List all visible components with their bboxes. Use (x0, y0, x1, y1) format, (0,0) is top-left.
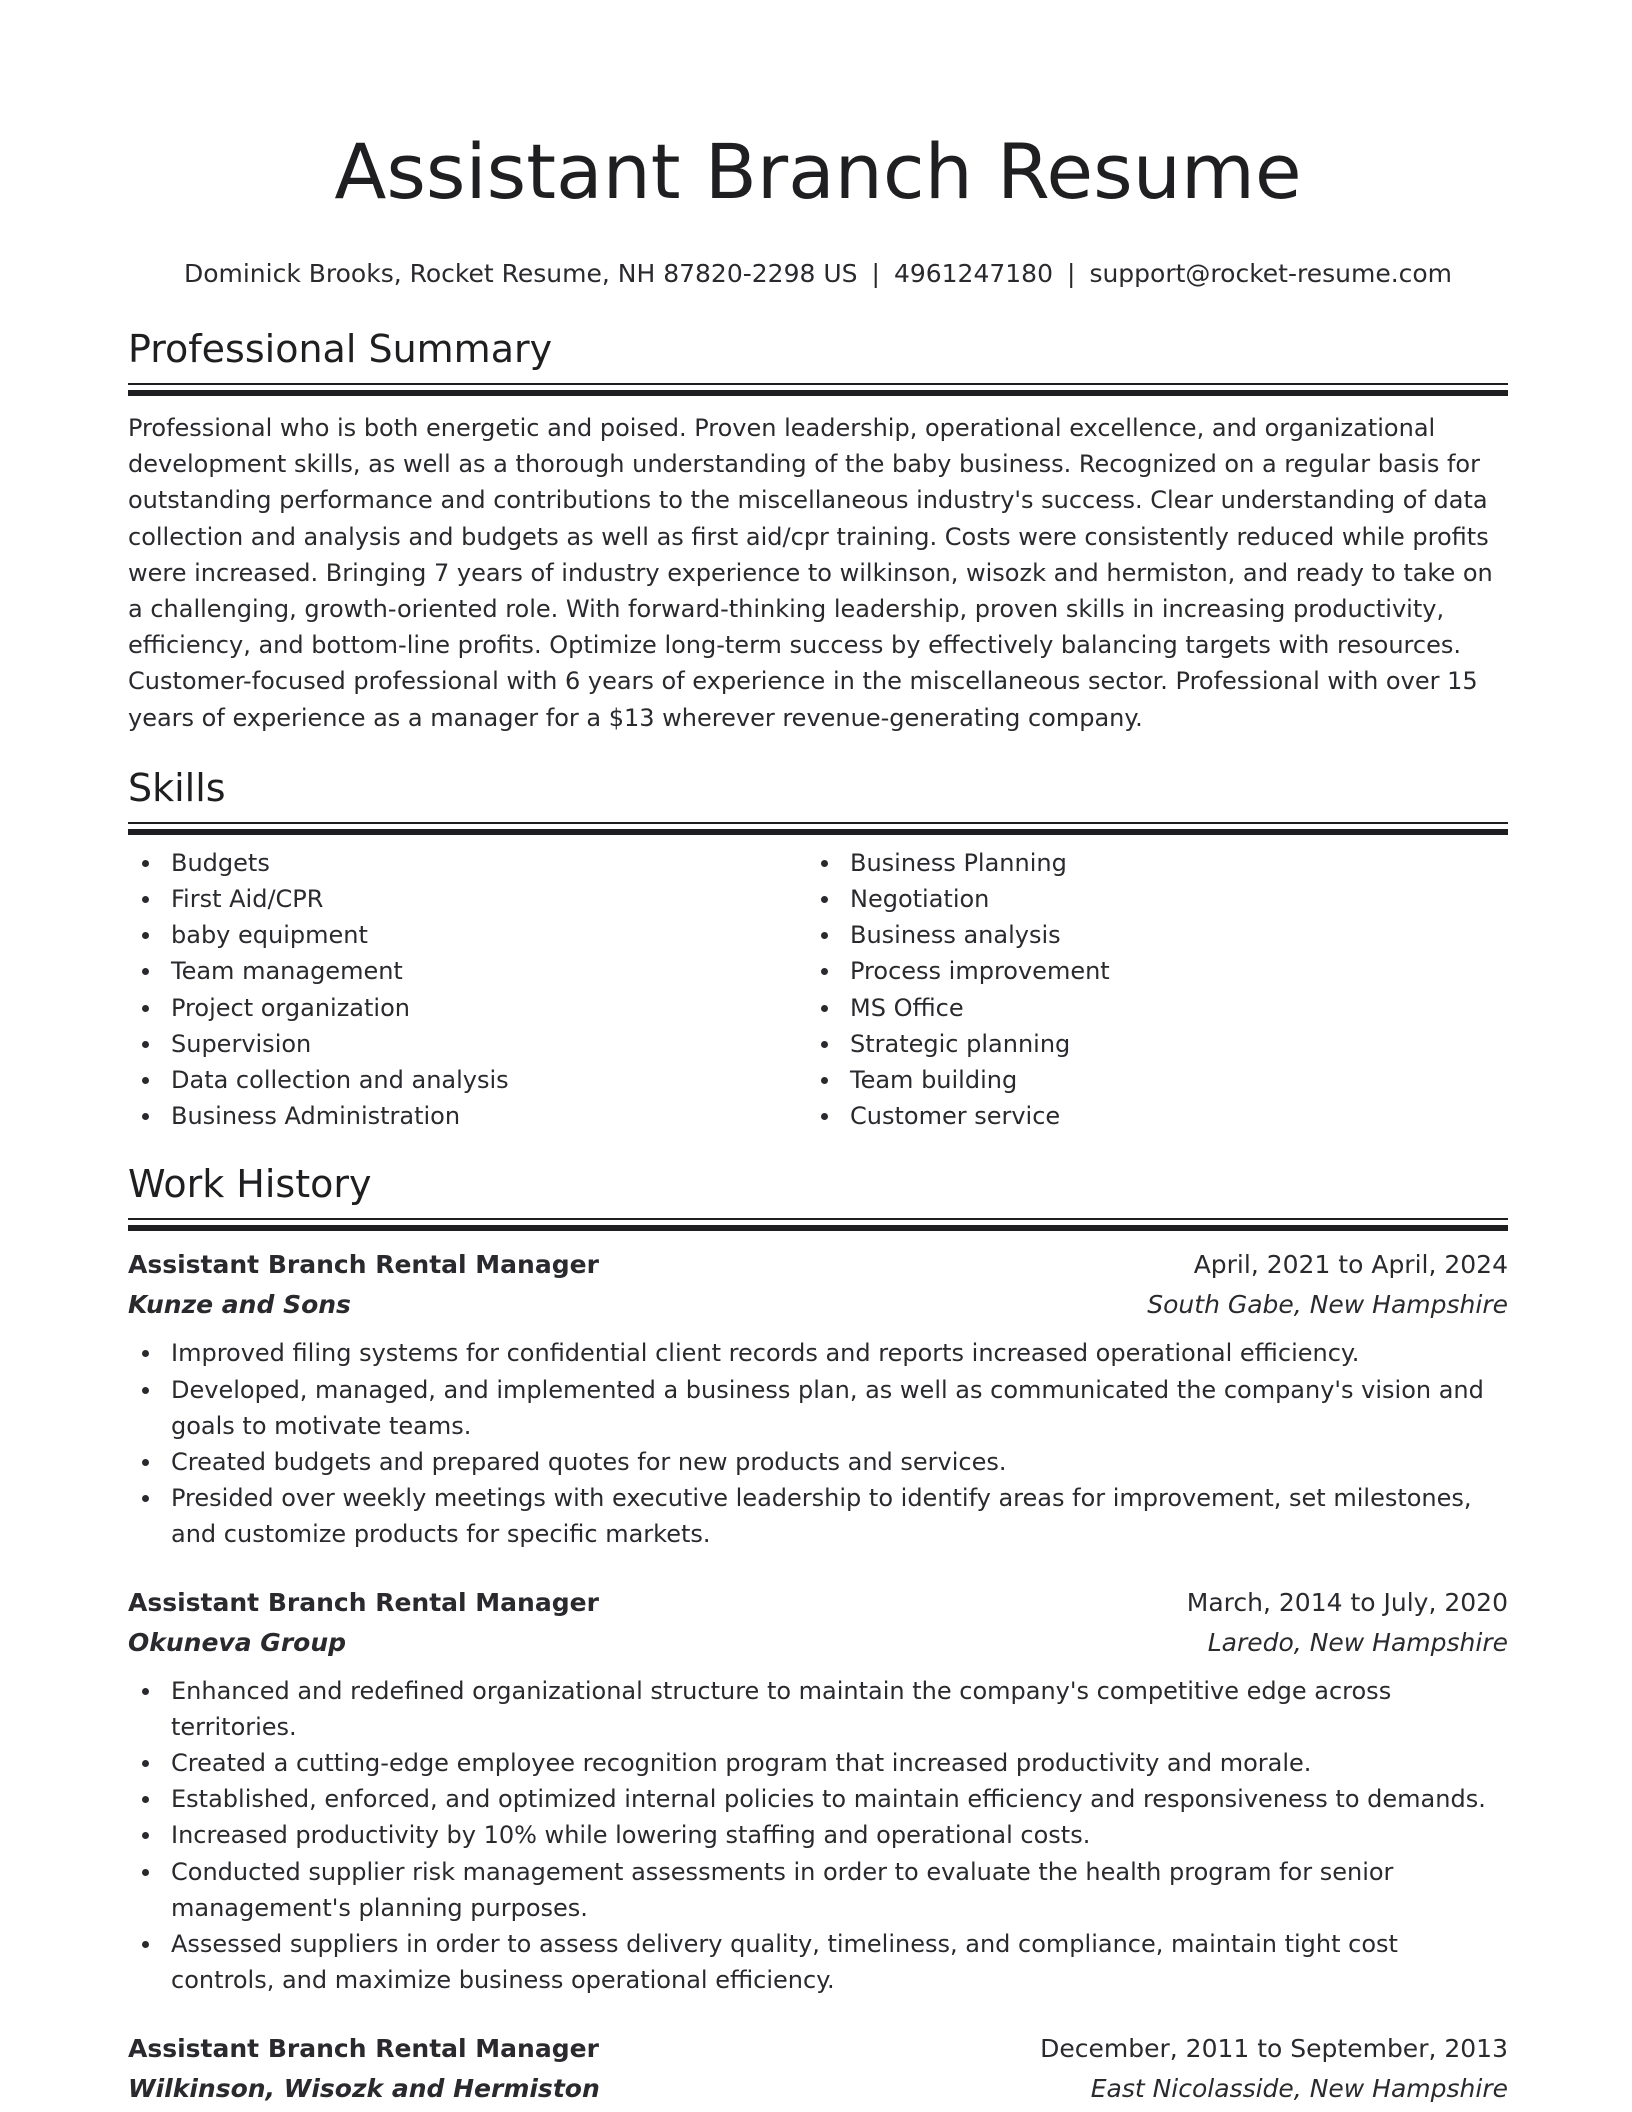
job-location: Laredo, New Hampshire (1207, 1627, 1508, 1657)
skills-column-left (128, 845, 807, 1135)
skill-item: Team management (128, 953, 807, 989)
skill-item: baby equipment (128, 917, 807, 953)
skill-item: Data collection and analysis (128, 1062, 807, 1098)
skill-item: First Aid/CPR (128, 881, 807, 917)
job-entry (128, 1583, 1508, 1999)
summary-text: Professional who is both energetic and poised. Proven leadership, operational excellence, and organizational development skills, as well as a thorough understanding of the baby business. Recognized on a regular basis for outstanding performance and contributions to the miscellaneous industry's success. Clear understanding of data collection and analysis and budgets as well as first aid/cpr training. Costs were consistently reduced while profits were increased. Bringing 7 years of industry experience to wilkinson, wisozk and hermiston, and ready to take on a challenging, growth-oriented role. With forward-thinking leadership, proven skills in increasing productivity, efficiency, and bottom-line profits. Optimize long-term success by effectively balancing targets with resources. Customer-focused professional with 6 years of experience in the miscellaneous sector. Professional with over 15 years of experience as a manager for a $13 wherever revenue-generating company. (128, 414, 1493, 732)
section-divider (128, 383, 1508, 396)
work-history-heading: Work History (128, 1162, 372, 1207)
skill-item: Budgets (128, 845, 807, 881)
section-divider (128, 822, 1508, 835)
skills-list (128, 845, 1508, 1135)
summary-heading: Professional Summary (128, 327, 553, 371)
job-dates: March, 2014 to July, 2020 (1186, 1587, 1508, 1617)
job-bullet: Presided over weekly meetings with executive leadership to identify areas for improvement, set milestones, and customize products for specific markets. (128, 1480, 1508, 1552)
job-company: Kunze and Sons (128, 1290, 351, 1320)
skill-item: Supervision (128, 1026, 807, 1062)
job-title: Assistant Branch Rental Manager (128, 1587, 599, 1617)
job-bullet: Established, enforced, and optimized internal policies to maintain efficiency and responsiveness to demands. (128, 1781, 1508, 1817)
job-title: Assistant Branch Rental Manager (128, 2033, 599, 2063)
skills-heading: Skills (128, 765, 226, 810)
skill-item: Negotiation (807, 881, 1486, 917)
job-bullet: Increased productivity by 10% while lowering staffing and operational costs. (128, 1817, 1508, 1853)
skill-item: Business Planning (807, 845, 1486, 881)
section-divider (128, 1218, 1508, 1231)
job-bullets (128, 1335, 1508, 1552)
job-dates: April, 2021 to April, 2024 (1193, 1250, 1508, 1280)
job-bullet: Developed, managed, and implemented a business plan, as well as communicated the company's vision and goals to motivate teams. (128, 1372, 1508, 1444)
skill-item: Business Administration (128, 1098, 807, 1134)
job-company: Okuneva Group (128, 1627, 347, 1657)
skill-item: Strategic planning (807, 1026, 1486, 1062)
contact-separator: | (871, 259, 880, 288)
skill-item: MS Office (807, 990, 1486, 1026)
job-bullet: Improved filing systems for confidential client records and reports increased operational efficiency. (128, 1335, 1508, 1371)
skill-item: Business analysis (807, 917, 1486, 953)
job-dates: December, 2011 to September, 2013 (1040, 2033, 1508, 2063)
job-company: Wilkinson, Wisozk and Hermiston (128, 2073, 600, 2103)
job-bullet: Enhanced and redefined organizational structure to maintain the company's competitive edge across territories. (128, 1673, 1508, 1745)
skills-column-right (807, 845, 1486, 1135)
contact-separator: | (1067, 259, 1076, 288)
contact-email: support@rocket-resume.com (1089, 259, 1453, 288)
skill-item: Project organization (128, 990, 807, 1026)
job-entry (128, 2029, 1508, 2109)
skills-section (128, 764, 1508, 1135)
job-title: Assistant Branch Rental Manager (128, 1250, 599, 1280)
job-bullet: Created a cutting-edge employee recognition program that increased productivity and morale. (128, 1745, 1508, 1781)
job-bullet: Assessed suppliers in order to assess delivery quality, timeliness, and compliance, maintain tight cost controls, and maximize business operational efficiency. (128, 1926, 1508, 1998)
job-bullet: Conducted supplier risk management assessments in order to evaluate the health program for senior management's planning purposes. (128, 1854, 1508, 1926)
skill-item: Process improvement (807, 953, 1486, 989)
resume-title: Assistant Branch Resume (334, 127, 1302, 216)
skill-item: Customer service (807, 1098, 1486, 1134)
job-bullets (128, 1673, 1508, 1999)
work-history-section (128, 1160, 1508, 2108)
job-location: East Nicolasside, New Hampshire (1090, 2073, 1508, 2103)
contact-line (128, 258, 1508, 290)
skill-item: Team building (807, 1062, 1486, 1098)
summary-section (128, 325, 1508, 736)
job-bullet: Created budgets and prepared quotes for new products and services. (128, 1444, 1508, 1480)
job-location: South Gabe, New Hampshire (1147, 1290, 1508, 1320)
job-entry (128, 1245, 1508, 1552)
contact-phone: 4961247180 (893, 259, 1053, 288)
contact-address: Dominick Brooks, Rocket Resume, NH 87820-2298 US (183, 259, 858, 288)
